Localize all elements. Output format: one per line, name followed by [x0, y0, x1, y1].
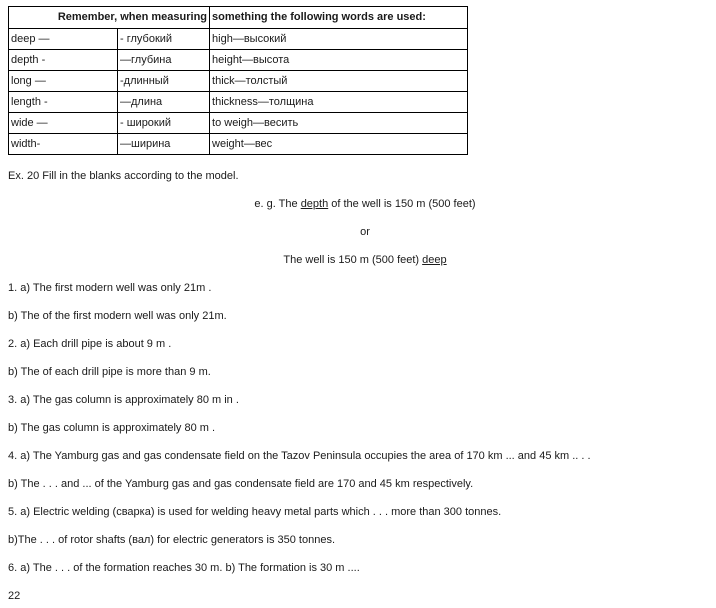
- table-cell-english: deep —: [9, 29, 118, 50]
- exercise-title: Ex. 20 Fill in the blanks according to the model.: [8, 170, 239, 182]
- table-cell-pair: weight—вес: [210, 134, 468, 155]
- model-or: or: [360, 226, 370, 238]
- table-cell-english: depth -: [9, 50, 118, 71]
- exercise-item: b)The . . . of rotor shafts (вал) for electric generators is 350 tonnes.: [8, 534, 336, 546]
- table-header-row: [9, 7, 468, 29]
- table-cell-english: long —: [9, 71, 118, 92]
- exercise-item: 1. a) The first modern well was only 21m .: [8, 282, 212, 294]
- table-row: [9, 50, 468, 71]
- table-row: [9, 113, 468, 134]
- model-text: e. g. The: [254, 198, 301, 210]
- table-cell-pair: high—высокий: [210, 29, 468, 50]
- table-cell-english: length -: [9, 92, 118, 113]
- model-sentence-1: [0, 198, 716, 211]
- table-cell-russian: —ширина: [118, 134, 210, 155]
- table-header-left: Remember, when measuring: [9, 7, 210, 29]
- table-cell-pair: height—высота: [210, 50, 468, 71]
- model-sentence-2: [0, 254, 716, 267]
- table-cell-pair: thick—толстый: [210, 71, 468, 92]
- exercise-item: b) The of the first modern well was only 21m.: [8, 310, 227, 322]
- vocabulary-table: [8, 6, 468, 155]
- exercise-item: 6. a) The . . . of the formation reaches 30 m. b) The formation is 30 m ....: [8, 562, 360, 574]
- table-row: [9, 134, 468, 155]
- exercise-item: 3. a) The gas column is approximately 80 m in .: [8, 394, 239, 406]
- table-cell-pair: to weigh—весить: [210, 113, 468, 134]
- table-cell-english: wide —: [9, 113, 118, 134]
- table-cell-pair: thickness—толщина: [210, 92, 468, 113]
- table-cell-russian: - широкий: [118, 113, 210, 134]
- table-cell-russian: —длина: [118, 92, 210, 113]
- model-text: The well is 150 m (500 feet): [283, 254, 423, 266]
- table-header-right: something the following words are used:: [210, 7, 468, 29]
- model-text: of the well is 150 m (500 feet): [328, 198, 476, 210]
- exercise-item: 2. a) Each drill pipe is about 9 m .: [8, 338, 172, 350]
- page-number: 22: [8, 590, 21, 602]
- exercise-item: 4. a) The Yamburg gas and gas condensate field on the Tazov Peninsula occupies the area of 170 km ... and 45 km .. . .: [8, 450, 591, 462]
- model-keyword: depth: [300, 198, 329, 210]
- model-keyword: deep: [422, 254, 447, 266]
- table-cell-russian: —глубина: [118, 50, 210, 71]
- table-row: [9, 29, 468, 50]
- exercise-item: b) The . . . and ... of the Yamburg gas and gas condensate field are 170 and 45 km respectively.: [8, 478, 474, 490]
- table-row: [9, 92, 468, 113]
- table-cell-russian: -длинный: [118, 71, 210, 92]
- table-cell-russian: - глубокий: [118, 29, 210, 50]
- exercise-item: b) The gas column is approximately 80 m .: [8, 422, 216, 434]
- table-cell-english: width-: [9, 134, 118, 155]
- exercise-item: 5. a) Electric welding (сварка) is used for welding heavy metal parts which . . . more than 300 tonnes.: [8, 506, 502, 518]
- table-row: [9, 71, 468, 92]
- exercise-item: b) The of each drill pipe is more than 9 m.: [8, 366, 211, 378]
